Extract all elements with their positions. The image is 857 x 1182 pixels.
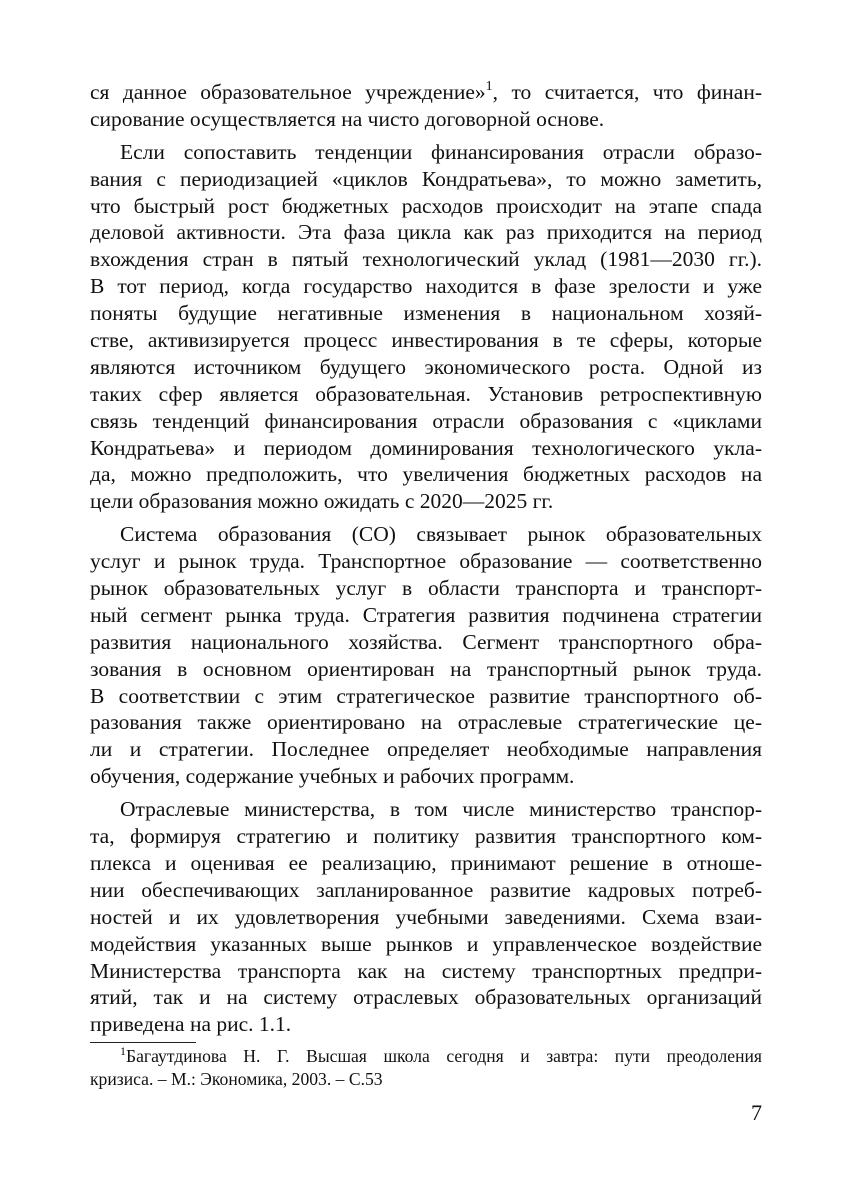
text-line: что быстрый рост бюджетных расходов происходит на этапе спада	[90, 193, 762, 218]
text-line: ли и стратегии. Последнее определяет необходимые направления	[90, 737, 762, 762]
footnote-line: кризиса. – М.: Экономика, 2003. – С.53	[90, 1068, 383, 1089]
text-line: цели образования можно ожидать с 2020—2025 гг.	[90, 489, 554, 514]
text-line: Система образования (СО) связывает рынок образовательных	[120, 522, 762, 547]
paragraph-3	[90, 521, 762, 790]
text-line: разования также ориентировано на отраслевые стратегические це-	[90, 710, 762, 735]
text-line: приведена на рис. 1.1.	[90, 1012, 292, 1037]
footnote-separator	[90, 1042, 196, 1043]
text-line: вхождения стран в пятый технологический уклад (1981—2030 гг.).	[90, 247, 762, 272]
text-line: ный сегмент рынка труда. Стратегия развития подчинена стратегии	[90, 602, 762, 627]
text-line	[90, 79, 762, 106]
text-line: являются источником будущего экономического роста. Одной из	[90, 354, 762, 379]
text-fragment: ся данное образовательное учреждение»	[90, 80, 486, 104]
text-line: развития национального хозяйства. Сегмент транспортного обра-	[90, 629, 762, 654]
text-line: вания с периодизацией «циклов Кондратьева», то можно заметить,	[90, 166, 762, 191]
paragraph-4	[90, 796, 762, 1038]
text-line: ностей и их удовлетворения учебными заведениями. Схема взаи-	[90, 904, 762, 929]
text-line: В тот период, когда государство находится в фазе зрелости и уже	[90, 274, 762, 299]
text-line: стве, активизируется процесс инвестирования в те сферы, которые	[90, 328, 762, 353]
text-fragment: , то считается, что финан-	[492, 80, 762, 104]
text-line: Если сопоставить тенденции финансирования отрасли образо-	[120, 139, 762, 164]
paragraph-1	[90, 79, 762, 133]
text-line: ятий, так и на систему отраслевых образовательных организаций	[90, 985, 762, 1010]
text-line: зования в основном ориентирован на транспортный рынок труда.	[90, 656, 762, 681]
footnote-marker: 1	[120, 1044, 126, 1058]
text-line: плекса и оценивая ее реализацию, принимают решение в отноше-	[90, 850, 762, 875]
footnote-line	[90, 1045, 762, 1068]
text-line: поняты будущие негативные изменения в национальном хозяй-	[90, 301, 762, 326]
text-line: услуг и рынок труда. Транспортное образование — соответственно	[90, 549, 762, 574]
footnote-ref: 1	[485, 79, 493, 94]
page-number: 7	[751, 1100, 762, 1125]
text-line: нии обеспечивающих запланированное развитие кадровых потреб-	[90, 877, 762, 902]
paragraph-2	[90, 139, 762, 515]
text-line: таких сфер является образовательная. Установив ретроспективную	[90, 381, 762, 406]
footnote-text: Багаутдинова Н. Г. Высшая школа сегодня и завтра: пути преодоления	[126, 1046, 762, 1066]
text-line: рынок образовательных услуг в области транспорта и транспорт-	[90, 576, 762, 601]
text-line: модействия указанных выше рынков и управленческое воздействие	[90, 931, 762, 956]
text-line: деловой активности. Эта фаза цикла как раз приходится на период	[90, 220, 762, 245]
text-line: Кондратьева» и периодом доминирования технологического укла-	[90, 435, 762, 460]
text-line: связь тенденций финансирования отрасли образования с «циклами	[90, 408, 762, 433]
text-line: Министерства транспорта как на систему транспортных предпри-	[90, 958, 762, 983]
text-line: В соответствии с этим стратегическое развитие транспортного об-	[90, 683, 762, 708]
footnote	[90, 1045, 762, 1090]
page-body	[90, 79, 762, 1038]
text-line: та, формируя стратегию и политику развития транспортного ком-	[90, 824, 762, 849]
text-line: сирование осуществляется на чисто договорной основе.	[90, 106, 605, 131]
text-line: обучения, содержание учебных и рабочих программ.	[90, 764, 575, 789]
text-line: Отраслевые министерства, в том числе министерство транспор-	[120, 797, 762, 822]
text-line: да, можно предположить, что увеличения бюджетных расходов на	[90, 462, 762, 487]
